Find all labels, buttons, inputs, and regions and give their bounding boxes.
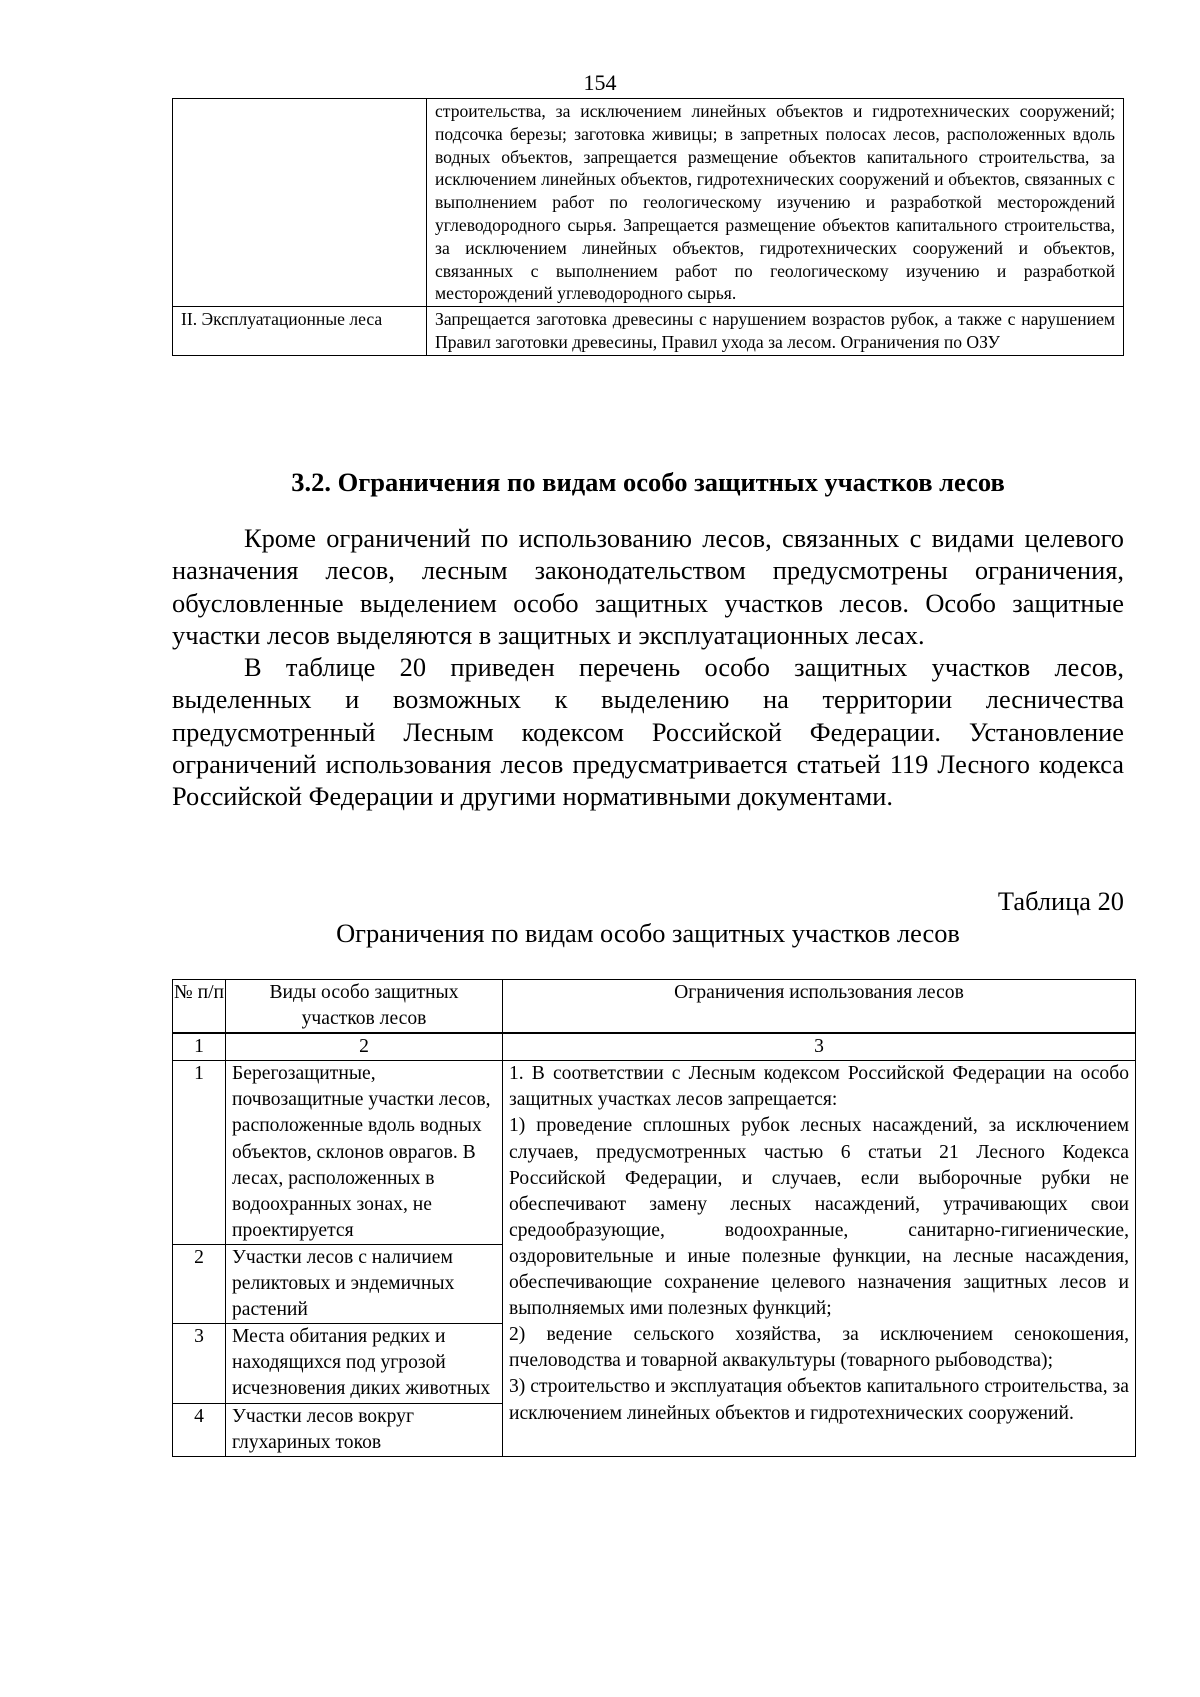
row-num: 1 — [173, 1061, 226, 1245]
column-number: 1 — [173, 1033, 226, 1061]
row-kind: Места обитания редких и находящихся под угрозой исчезновения диких животных — [226, 1324, 503, 1403]
restriction-item: 2) ведение сельского хозяйства, за исключением сенокошения, пчеловодства и товарной аквакультуры (товарного рыбоводства); — [509, 1324, 1129, 1372]
header-restrictions: Ограничения использования лесов — [503, 980, 1136, 1034]
forest-category-cell — [173, 99, 427, 307]
protective-areas-table — [172, 979, 1136, 1457]
restriction-text-ozu: Ограничения по ОЗУ — [840, 331, 1000, 352]
restriction-text-cell — [427, 307, 1124, 356]
header-num: № п/п — [173, 980, 226, 1034]
restriction-text: Запрещается заготовка древесины с нарушением возрастов рубок, а также с нарушением Правил заготовки древесины, Правил ухода за лесом. — [435, 309, 1115, 352]
continued-restrictions-table — [172, 98, 1124, 356]
forest-category-cell: II. Эксплуатационные леса — [173, 307, 427, 356]
row-num: 4 — [173, 1403, 226, 1456]
table-row — [173, 1061, 1136, 1245]
column-number: 2 — [226, 1033, 503, 1061]
section-heading: 3.2. Ограничения по видам особо защитных участков лесов — [291, 467, 1005, 497]
body-text — [172, 522, 1124, 813]
restriction-item: 3) строительство и эксплуатация объектов капитального строительства, за исключением линейных объектов и гидротехнических сооружений. — [509, 1376, 1129, 1424]
row-kind: Участки лесов вокруг глухариных токов — [226, 1403, 503, 1456]
paragraph: Кроме ограничений по использованию лесов, связанных с видами целевого назначения лесов, лесным законодательством предусмотрены ограничения, обусловленные выделением особо защитных участков лесов. Особо защитные участки лесов выделяются в защитных и эксплуатационных лесах. — [172, 523, 1124, 650]
restriction-text-cell: строительства, за исключением линейных объектов и гидротехнических сооружений; подсочка березы; заготовка живицы; в запретных полосах лесов, расположенных вдоль водных объектов, запрещается размещение объектов капитального строительства, за исключением линейных объектов, гидротехнических сооружений и объектов, связанных с выполнением работ по геологическому изучению и разработкой месторождений углеводородного сырья. Запрещается размещение объектов капитального строительства, за исключением линейных объектов, гидротехнических сооружений и объектов, связанных с выполнением работ по геологическому изучению и разработкой месторождений углеводородного сырья. — [427, 99, 1124, 307]
header-kind: Виды особо защитных участков лесов — [226, 980, 503, 1034]
table-header-row — [173, 980, 1136, 1034]
row-kind: Берегозащитные, почвозащитные участки лесов, расположенные вдоль водных объектов, склонов оврагов. В лесах, расположенных в водоохранных зонах, не проектируется — [226, 1061, 503, 1245]
column-number-row — [173, 1033, 1136, 1061]
column-number: 3 — [503, 1033, 1136, 1061]
table-caption: Ограничения по видам особо защитных участков лесов — [336, 918, 960, 948]
restriction-item: 1) проведение сплошных рубок лесных насаждений, за исключением случаев, предусмотренных частью 6 статьи 21 Лесного Кодекса Российской Федерации, и случаев, если выборочные рубки не обеспечивают замену лесных насаждений, утрачивающих свои средообразующие, водоохранные, санитарно-гигиенические, оздоровительные и иные полезные функции, на лесные насаждения, обеспечивающие сохранение целевого назначения защитных лесов и выполняемых ими полезных функций; — [509, 1115, 1129, 1320]
row-num: 2 — [173, 1244, 226, 1323]
row-num: 3 — [173, 1324, 226, 1403]
page-number: 154 — [583, 70, 617, 95]
restriction-intro: 1. В соответствии с Лесным кодексом Российской Федерации на особо защитных участках лесов запрещается: — [509, 1063, 1129, 1111]
table-row — [173, 99, 1124, 307]
restrictions-cell — [503, 1061, 1136, 1456]
row-kind: Участки лесов с наличием реликтовых и эндемичных растений — [226, 1244, 503, 1323]
paragraph: В таблице 20 приведен перечень особо защитных участков лесов, выделенных и возможных к выделению на территории лесничества предусмотренный Лесным кодексом Российской Федерации. Установление ограничений использования лесов предусматривается статьей 119 Лесного кодекса Российской Федерации и другими нормативными документами. — [172, 652, 1124, 812]
table-label: Таблица 20 — [997, 886, 1124, 916]
table-row — [173, 307, 1124, 356]
